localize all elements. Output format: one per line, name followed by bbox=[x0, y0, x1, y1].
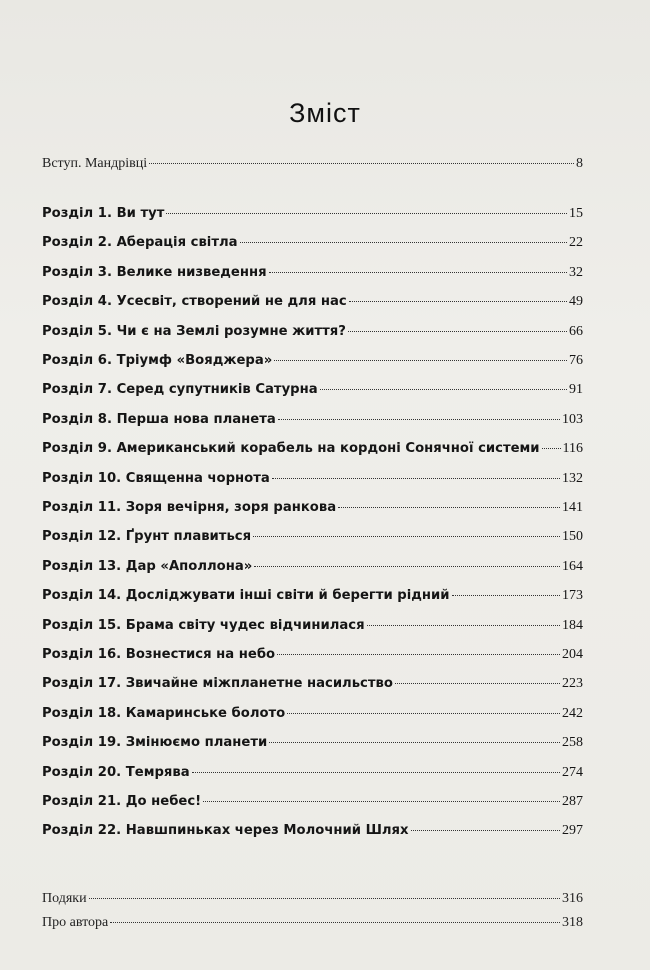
dot-leader bbox=[203, 801, 560, 802]
toc-entry-page: 318 bbox=[562, 915, 583, 930]
toc-entry-page: 103 bbox=[562, 411, 583, 427]
dot-leader bbox=[277, 654, 560, 655]
toc-entry-label: Розділ 9. Американський корабель на кордоні Сонячної системи bbox=[42, 441, 540, 457]
toc-entry-page: 132 bbox=[562, 470, 583, 486]
toc-entry-chapter-11 bbox=[42, 500, 583, 516]
toc-entry-chapter-9 bbox=[42, 441, 583, 457]
toc-entry-chapter-17 bbox=[42, 676, 583, 692]
toc-entry-page: 49 bbox=[569, 294, 583, 310]
toc-entry-page: 184 bbox=[562, 617, 583, 633]
toc-entry-page: 8 bbox=[576, 156, 583, 171]
toc-entry-label: Розділ 3. Велике низведення bbox=[42, 264, 267, 280]
toc-entry-page: 297 bbox=[562, 823, 583, 839]
toc-entry-page: 164 bbox=[562, 558, 583, 574]
toc-entry-chapter-7 bbox=[42, 382, 583, 398]
dot-leader bbox=[348, 331, 567, 332]
toc-entry-back-matter-2 bbox=[42, 915, 583, 931]
dot-leader bbox=[542, 448, 561, 449]
toc-entry-label: Про автора bbox=[42, 915, 109, 930]
toc-entry-label: Розділ 19. Змінюємо планети bbox=[42, 735, 268, 751]
toc-entry-page: 204 bbox=[562, 647, 583, 662]
dot-leader bbox=[269, 742, 560, 743]
dot-leader bbox=[278, 419, 560, 420]
toc-entry-page: 258 bbox=[562, 735, 583, 751]
dot-leader bbox=[411, 830, 561, 831]
toc-entry-label: Розділ 20. Темрява bbox=[42, 764, 190, 780]
toc-entry-chapter-19 bbox=[42, 735, 583, 751]
toc-entry-label: Розділ 7. Серед супутників Сатурна bbox=[42, 382, 318, 398]
dot-leader bbox=[287, 713, 560, 714]
toc-entry-page: 287 bbox=[562, 794, 583, 809]
toc-entry-page: 316 bbox=[562, 891, 583, 906]
toc-entry-chapter-4 bbox=[42, 294, 583, 310]
toc-entry-label: Вступ. Мандрівці bbox=[42, 156, 148, 171]
toc-entry-page: 15 bbox=[569, 206, 583, 221]
toc-entry-label: Розділ 11. Зоря вечірня, зоря ранкова bbox=[42, 500, 337, 515]
toc-entry-label: Подяки bbox=[42, 891, 87, 906]
toc-entry-page: 150 bbox=[562, 529, 583, 545]
toc-entry-label: Розділ 22. Навшпиньках через Молочний Шлях bbox=[42, 823, 409, 839]
toc-entry-page: 223 bbox=[562, 676, 583, 692]
toc-entry-label: Розділ 1. Ви тут bbox=[42, 206, 165, 221]
toc-entry-label: Розділ 16. Вознестися на небо bbox=[42, 647, 276, 662]
toc-entry-page: 274 bbox=[562, 764, 583, 780]
dot-leader bbox=[240, 242, 567, 243]
toc-entry-chapter-21 bbox=[42, 794, 583, 810]
toc-entry-page: 173 bbox=[562, 588, 583, 604]
toc-entry-page: 66 bbox=[569, 323, 583, 339]
toc-entry-label: Розділ 15. Брама світу чудес відчинилася bbox=[42, 617, 365, 633]
dot-leader bbox=[349, 301, 567, 302]
toc-entry-label: Розділ 4. Усесвіт, створений не для нас bbox=[42, 294, 347, 310]
dot-leader bbox=[89, 898, 560, 899]
toc-entry-chapter-3 bbox=[42, 265, 583, 281]
toc-entry-chapter-15 bbox=[42, 618, 583, 634]
toc-entry-label: Розділ 12. Ґрунт плавиться bbox=[42, 529, 252, 545]
toc-entry-chapter-13 bbox=[42, 559, 583, 575]
dot-leader bbox=[269, 272, 567, 273]
dot-leader bbox=[452, 595, 561, 596]
toc-entry-chapter-8 bbox=[42, 412, 583, 428]
toc-entry-label: Розділ 8. Перша нова планета bbox=[42, 411, 276, 427]
toc-entry-chapter-22 bbox=[42, 823, 583, 839]
dot-leader bbox=[272, 478, 560, 479]
toc-entry-chapter-16 bbox=[42, 647, 583, 663]
dot-leader bbox=[192, 772, 560, 773]
toc-entry-label: Розділ 5. Чи є на Землі розумне життя? bbox=[42, 323, 346, 339]
dot-leader bbox=[253, 536, 560, 537]
toc-entry-page: 76 bbox=[569, 353, 583, 368]
toc-entry-page: 242 bbox=[562, 705, 583, 721]
dot-leader bbox=[166, 213, 567, 214]
toc-entry-chapter-14 bbox=[42, 588, 583, 604]
dot-leader bbox=[395, 683, 560, 684]
toc-entry-label: Розділ 2. Аберація світла bbox=[42, 235, 238, 251]
toc-entry-chapter-6 bbox=[42, 353, 583, 369]
toc-entry-back-matter-1 bbox=[42, 891, 583, 907]
toc-entry-page: 32 bbox=[569, 264, 583, 280]
dot-leader bbox=[149, 163, 574, 164]
toc-entry-chapter-12 bbox=[42, 529, 583, 545]
toc-entry-label: Розділ 14. Досліджувати інші світи й берегти рідний bbox=[42, 588, 450, 604]
toc-entry-chapter-2 bbox=[42, 235, 583, 251]
toc-entry-page: 91 bbox=[569, 382, 583, 398]
toc-entry-intro bbox=[42, 156, 583, 172]
toc-entry-label: Розділ 21. До небес! bbox=[42, 794, 202, 809]
dot-leader bbox=[338, 507, 560, 508]
toc-entry-chapter-18 bbox=[42, 706, 583, 722]
toc-entry-chapter-10 bbox=[42, 471, 583, 487]
dot-leader bbox=[110, 922, 560, 923]
page-title: Зміст bbox=[289, 98, 361, 128]
toc-entry-label: Розділ 10. Священна чорнота bbox=[42, 470, 270, 486]
dot-leader bbox=[320, 389, 567, 390]
toc-entry-chapter-1 bbox=[42, 206, 583, 222]
toc-entry-label: Розділ 6. Тріумф «Вояджера» bbox=[42, 353, 273, 368]
toc-entry-label: Розділ 18. Камаринське болото bbox=[42, 705, 286, 721]
toc-entry-page: 141 bbox=[562, 500, 583, 515]
dot-leader bbox=[254, 566, 560, 567]
dot-leader bbox=[274, 360, 567, 361]
toc-entry-page: 22 bbox=[569, 235, 583, 251]
toc-entry-page: 116 bbox=[562, 441, 583, 457]
toc-entry-chapter-5 bbox=[42, 324, 583, 340]
toc-entry-chapter-20 bbox=[42, 765, 583, 781]
toc-entry-label: Розділ 13. Дар «Аполлона» bbox=[42, 558, 253, 574]
toc-entry-label: Розділ 17. Звичайне міжпланетне насильство bbox=[42, 676, 393, 692]
dot-leader bbox=[367, 625, 560, 626]
